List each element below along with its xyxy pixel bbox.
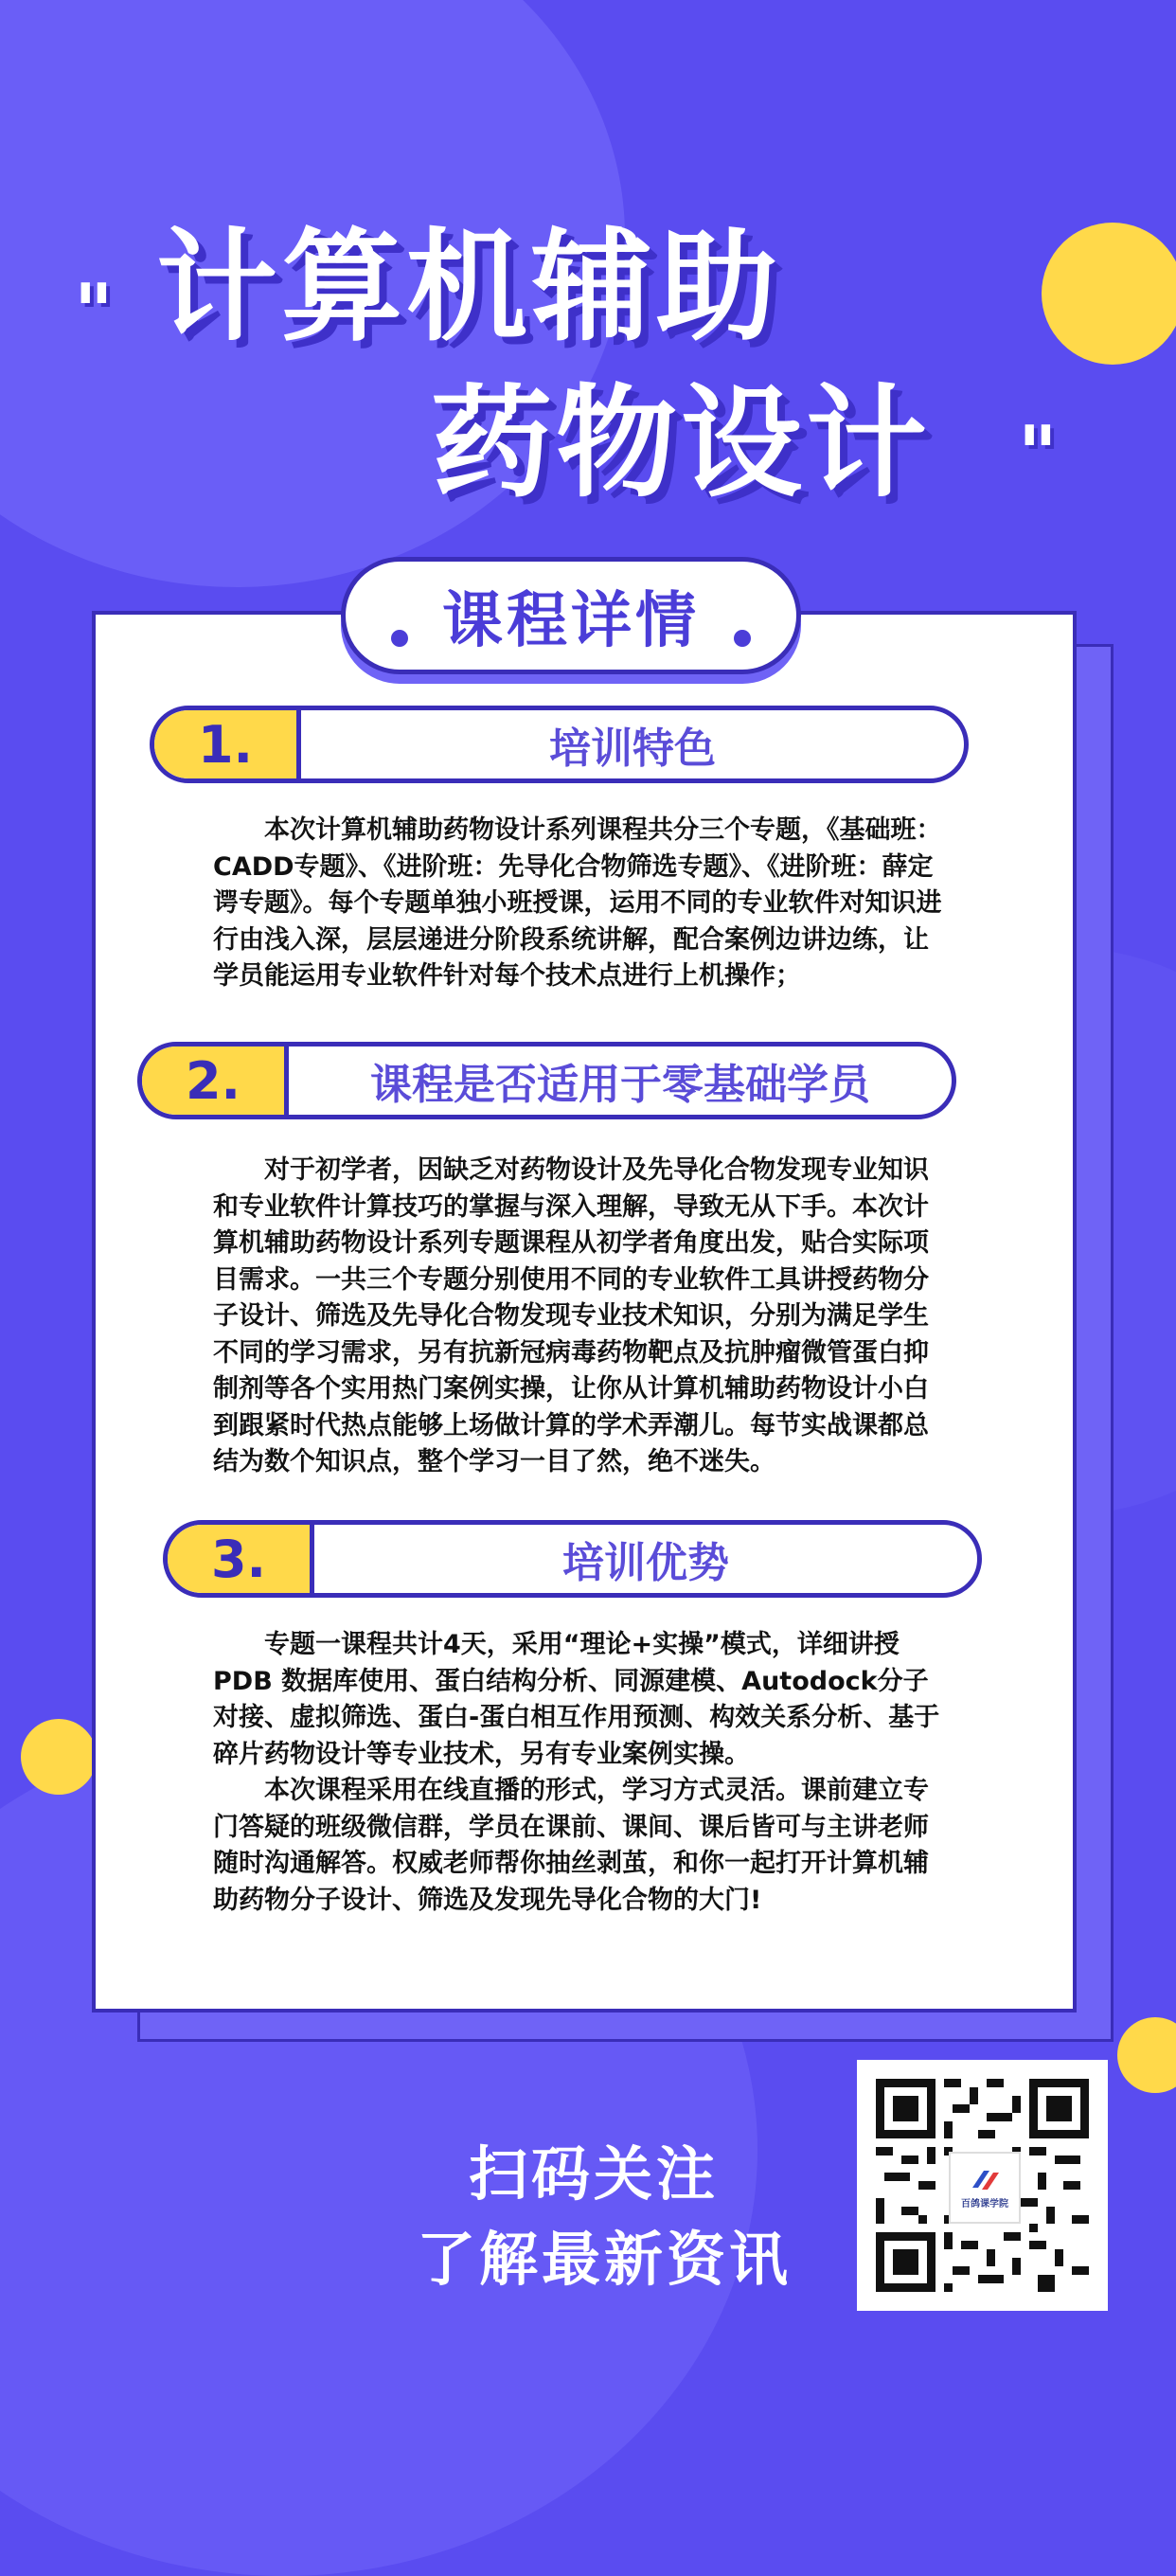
qr-logo-text: 百鸽课学院 <box>961 2198 1008 2209</box>
qr-center-logo <box>949 2152 1021 2224</box>
cta-line1: 扫码关注 <box>469 2139 720 2209</box>
poster-title-line2: 药物设计 <box>431 373 932 514</box>
section-number: 3. <box>168 1525 314 1593</box>
pill-dot <box>734 630 751 647</box>
section-body-3 <box>213 1627 947 1919</box>
section-title: 课程是否适用于零基础学员 <box>370 1061 870 1109</box>
quote-open-mark: " <box>74 268 114 356</box>
yellow-circle-decoration <box>1042 223 1176 365</box>
section-title: 培训优势 <box>562 1539 729 1587</box>
yellow-circle-decoration <box>1117 2017 1176 2093</box>
section-paragraph: 专题一课程共计4天，采用“理论+实操”模式，详细讲授PDB 数据库使用、蛋白结构分析、同源建模、Autodock分子对接、虚拟筛选、蛋白-蛋白相互作用预测、构效关系分析、基于碎片药物设计等专业技术，另有专业案例实操。 <box>213 1630 940 1769</box>
section-body-1 <box>213 813 947 995</box>
section-paragraph: 对于初学者，因缺乏对药物设计及先导化合物发现专业知识和专业软件计算技巧的掌握与深入理解，导致无从下手。本次计算机辅助药物设计系列专题课程从初学者角度出发，贴合实际项目需求。一共三个专题分别使用不同的专业软件工具讲授药物分子设计、筛选及先导化合物发现专业技术知识，分别为满足学生不同的学习需求，另有抗新冠病毒药物靶点及抗肿瘤微管蛋白抑制剂等各个实用热门案例实操，让你从计算机辅助药物设计小白到跟紧时代热点能够上场做计算的学术弄潮儿。每节实战课都总结为数个知识点，整个学习一目了然，绝不迷失。 <box>213 1155 929 1476</box>
yellow-circle-decoration <box>21 1719 97 1795</box>
section-title: 培训特色 <box>549 724 716 773</box>
section-header-1 <box>150 706 969 783</box>
section-body-2 <box>213 1153 947 1481</box>
section-header-3 <box>163 1520 982 1598</box>
section-paragraph: 本次课程采用在线直播的形式，学习方式灵活。课前建立专门答疑的班级微信群，学员在课前、课间、课后皆可与主讲老师随时沟通解答。权威老师帮你抽丝剥茧，和你一起打开计算机辅助药物分子设计、筛选及发现先导化合物的大门! <box>213 1776 929 1915</box>
section-header-2 <box>137 1042 956 1119</box>
poster-title-line1: 计算机辅助 <box>156 217 782 358</box>
qr-code[interactable] <box>857 2060 1108 2311</box>
cta-line2: 了解最新资讯 <box>417 2225 793 2294</box>
details-heading: 课程详情 <box>442 586 700 656</box>
pill-dot <box>391 630 408 647</box>
section-number: 2. <box>142 1046 289 1115</box>
section-paragraph: 本次计算机辅助药物设计系列课程共分三个专题，《基础班：CADD专题》、《进阶班：先导化合物筛选专题》、《进阶班：薛定谔专题》。每个专题单独小班授课，运用不同的专业软件对知识进行由浅入深，层层递进分阶段系统讲解，配合案例边讲边练，让学员能运用专业软件针对每个技术点进行上机操作； <box>213 815 942 991</box>
brand-logo-icon <box>969 2167 1001 2193</box>
details-heading-pill <box>341 557 801 674</box>
section-number: 1. <box>154 710 301 778</box>
quote-close-mark: " <box>1018 410 1058 498</box>
